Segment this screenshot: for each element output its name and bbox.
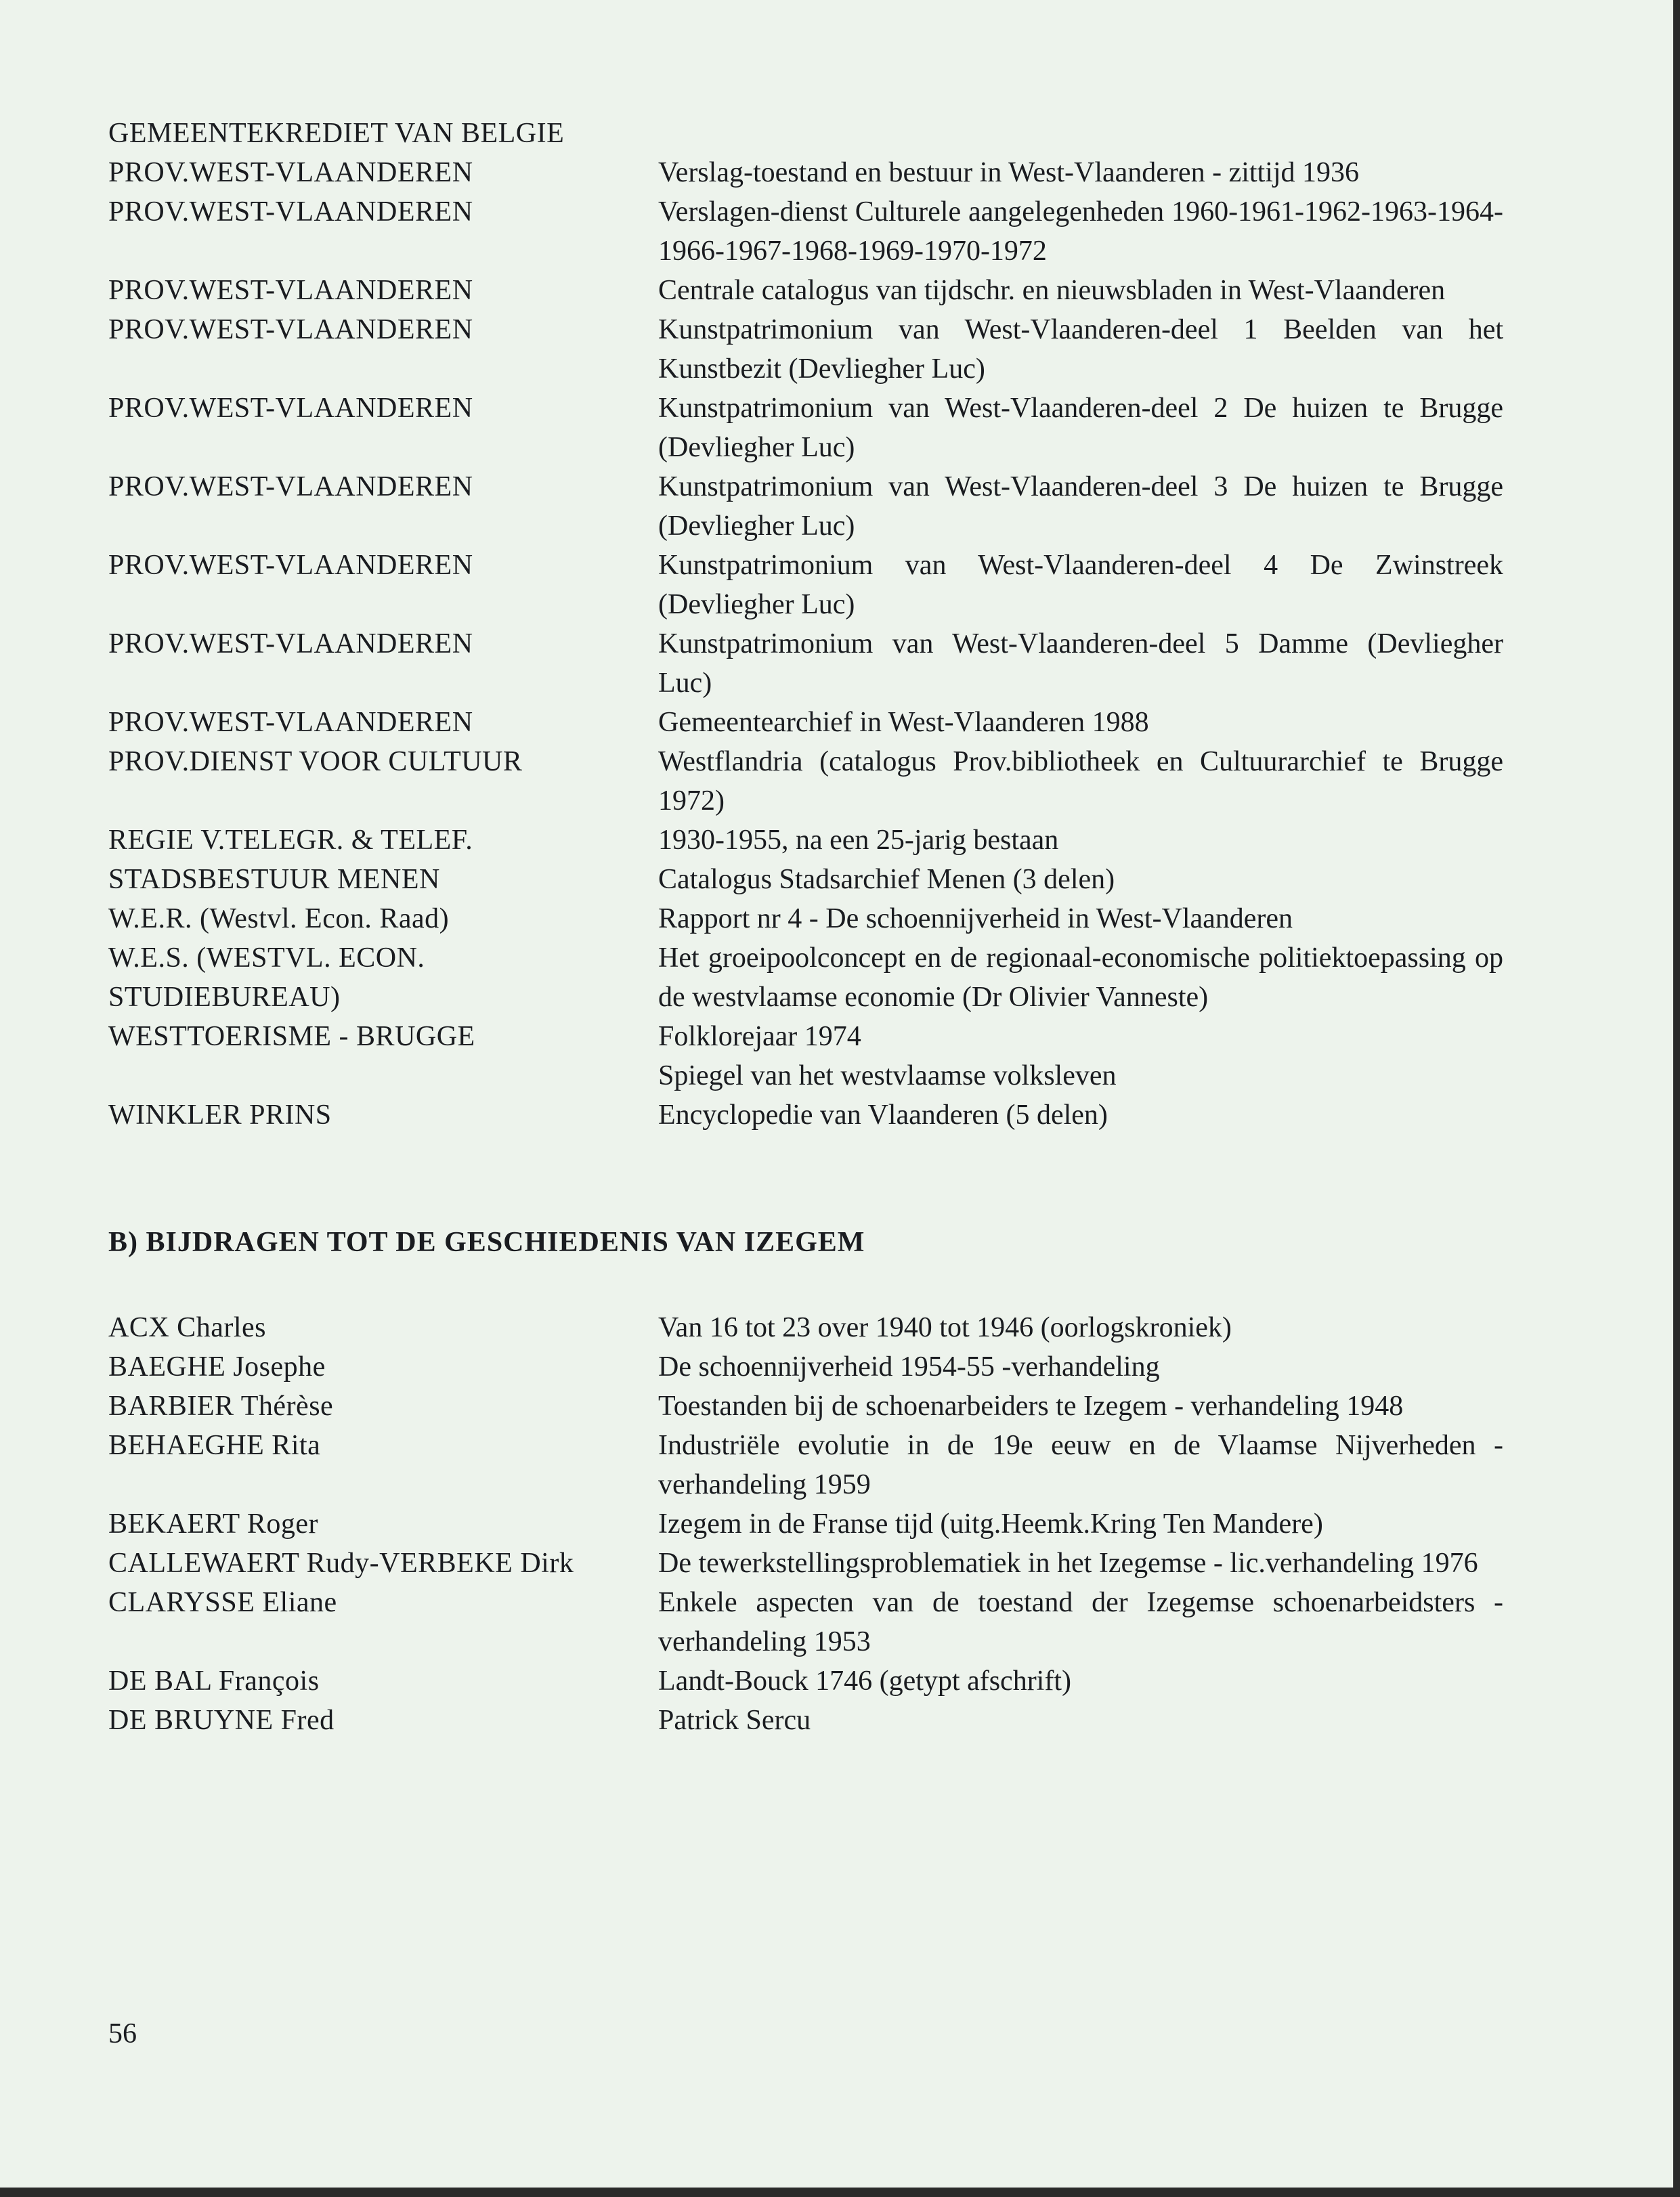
list-item: [108, 192, 1503, 271]
title: De schoennijverheid 1954-55 -verhandeling: [658, 1351, 1160, 1383]
list-item: [108, 1056, 1503, 1095]
title: Catalogus Stadsarchief Menen (3 delen): [658, 864, 1115, 895]
publisher: GEMEENTEKREDIET VAN BELGIE: [108, 118, 565, 149]
list-b: [108, 1308, 1503, 1740]
title: Het groeipoolconcept en de regionaal-economische politiektoepassing op de westvlaamse economie (Dr Olivier Vanneste): [658, 942, 1503, 1013]
title: Enkele aspecten van de toestand der Izegemse schoenarbeidsters -verhandeling 1953: [658, 1587, 1503, 1657]
title: Centrale catalogus van tijdschr. en nieuwsbladen in West-Vlaanderen: [658, 275, 1446, 306]
list-item: [108, 1583, 1503, 1661]
author: CALLEWAERT Rudy-VERBEKE Dirk: [108, 1548, 574, 1579]
publisher: PROV.WEST-VLAANDEREN: [108, 157, 473, 188]
title: Kunstpatrimonium van West-Vlaanderen-deel 1 Beelden van het Kunstbezit (Devliegher Luc): [658, 314, 1503, 385]
publisher: PROV.WEST-VLAANDEREN: [108, 550, 473, 581]
title: Kunstpatrimonium van West-Vlaanderen-deel 3 De huizen te Brugge (Devliegher Luc): [658, 471, 1503, 542]
publisher: PROV.WEST-VLAANDEREN: [108, 707, 473, 738]
list-a: [108, 114, 1503, 1135]
title: De tewerkstellingsproblematiek in het Izegemse - lic.verhandeling 1976: [658, 1548, 1478, 1579]
title: Folklorejaar 1974: [658, 1021, 861, 1052]
list-item: [108, 624, 1503, 703]
publisher: PROV.WEST-VLAANDEREN: [108, 628, 473, 659]
title: Gemeentearchief in West-Vlaanderen 1988: [658, 707, 1149, 738]
list-item: [108, 1544, 1503, 1583]
list-item: [108, 1017, 1503, 1056]
title: [658, 114, 1503, 153]
list-item: [108, 742, 1503, 821]
title: Toestanden bij de schoenarbeiders te Izegem - verhandeling 1948: [658, 1391, 1404, 1422]
title: Kunstpatrimonium van West-Vlaanderen-deel 2 De huizen te Brugge (Devliegher Luc): [658, 393, 1503, 463]
list-item: [108, 1426, 1503, 1504]
list-item: [108, 703, 1503, 742]
publisher: PROV.WEST-VLAANDEREN: [108, 471, 473, 502]
author: CLARYSSE Eliane: [108, 1587, 337, 1618]
title: Industriële evolutie in de 19e eeuw en de Vlaamse Nijverheden - verhandeling 1959: [658, 1430, 1503, 1500]
title: Landt-Bouck 1746 (getypt afschrift): [658, 1666, 1071, 1697]
author: BEKAERT Roger: [108, 1508, 319, 1540]
section-heading: B) BIJDRAGEN TOT DE GESCHIEDENIS VAN IZEGEM: [108, 1227, 865, 1258]
publisher: WESTTOERISME - BRUGGE: [108, 1021, 475, 1052]
list-item: [108, 546, 1503, 624]
list-item: [108, 310, 1503, 389]
list-item: [108, 938, 1503, 1017]
publisher: PROV.WEST-VLAANDEREN: [108, 314, 473, 345]
title: Westflandria (catalogus Prov.bibliotheek en Cultuurarchief te Brugge 1972): [658, 746, 1503, 817]
publisher: PROV.WEST-VLAANDEREN: [108, 393, 473, 424]
author: DE BRUYNE Fred: [108, 1705, 335, 1736]
author: BEHAEGHE Rita: [108, 1430, 321, 1461]
list-item: [108, 1095, 1503, 1135]
list-item: [108, 114, 1503, 153]
list-item: [108, 1308, 1503, 1347]
list-item: [108, 1347, 1503, 1387]
publisher: PROV.WEST-VLAANDEREN: [108, 275, 473, 306]
list-item: [108, 1504, 1503, 1544]
title: Izegem in de Franse tijd (uitg.Heemk.Kring Ten Mandere): [658, 1508, 1323, 1540]
author: ACX Charles: [108, 1312, 266, 1343]
document-body: [108, 114, 1503, 1740]
list-item: [108, 467, 1503, 546]
author: DE BAL François: [108, 1666, 320, 1697]
title: Kunstpatrimonium van West-Vlaanderen-deel 5 Damme (Devliegher Luc): [658, 628, 1503, 699]
page-edge-bottom: [0, 2188, 1680, 2197]
list-item: [108, 1661, 1503, 1701]
title: Encyclopedie van Vlaanderen (5 delen): [658, 1100, 1108, 1131]
list-item: [108, 1701, 1503, 1740]
list-item: [108, 860, 1503, 899]
list-item: [108, 821, 1503, 860]
list-item: [108, 271, 1503, 310]
title: Kunstpatrimonium van West-Vlaanderen-deel 4 De Zwinstreek (Devliegher Luc): [658, 550, 1503, 620]
title: Patrick Sercu: [658, 1705, 811, 1736]
author: BARBIER Thérèse: [108, 1391, 334, 1422]
title: Verslagen-dienst Culturele aangelegenheden 1960-1961-1962-1963-1964-1966-1967-1968-1969-1970-1972: [658, 196, 1503, 267]
title: Verslag-toestand en bestuur in West-Vlaanderen - zittijd 1936: [658, 157, 1360, 188]
title: 1930-1955, na een 25-jarig bestaan: [658, 825, 1059, 856]
title: Van 16 tot 23 over 1940 tot 1946 (oorlogskroniek): [658, 1312, 1232, 1343]
publisher: W.E.R. (Westvl. Econ. Raad): [108, 903, 450, 934]
list-item: [108, 153, 1503, 192]
publisher: WINKLER PRINS: [108, 1100, 332, 1131]
publisher: PROV.WEST-VLAANDEREN: [108, 196, 473, 227]
page-number: 56: [108, 2018, 137, 2049]
page-edge-right: [1673, 0, 1680, 2197]
publisher: [108, 1056, 658, 1095]
title: Spiegel van het westvlaamse volksleven: [658, 1060, 1117, 1091]
author: BAEGHE Josephe: [108, 1351, 326, 1383]
publisher: W.E.S. (WESTVL. ECON. STUDIEBUREAU): [108, 942, 425, 1013]
publisher: STADSBESTUUR MENEN: [108, 864, 440, 895]
list-item: [108, 389, 1503, 467]
publisher: PROV.DIENST VOOR CULTUUR: [108, 746, 523, 777]
list-item: [108, 1387, 1503, 1426]
list-item: [108, 899, 1503, 938]
publisher: REGIE V.TELEGR. & TELEF.: [108, 825, 473, 856]
title: Rapport nr 4 - De schoennijverheid in West-Vlaanderen: [658, 903, 1293, 934]
